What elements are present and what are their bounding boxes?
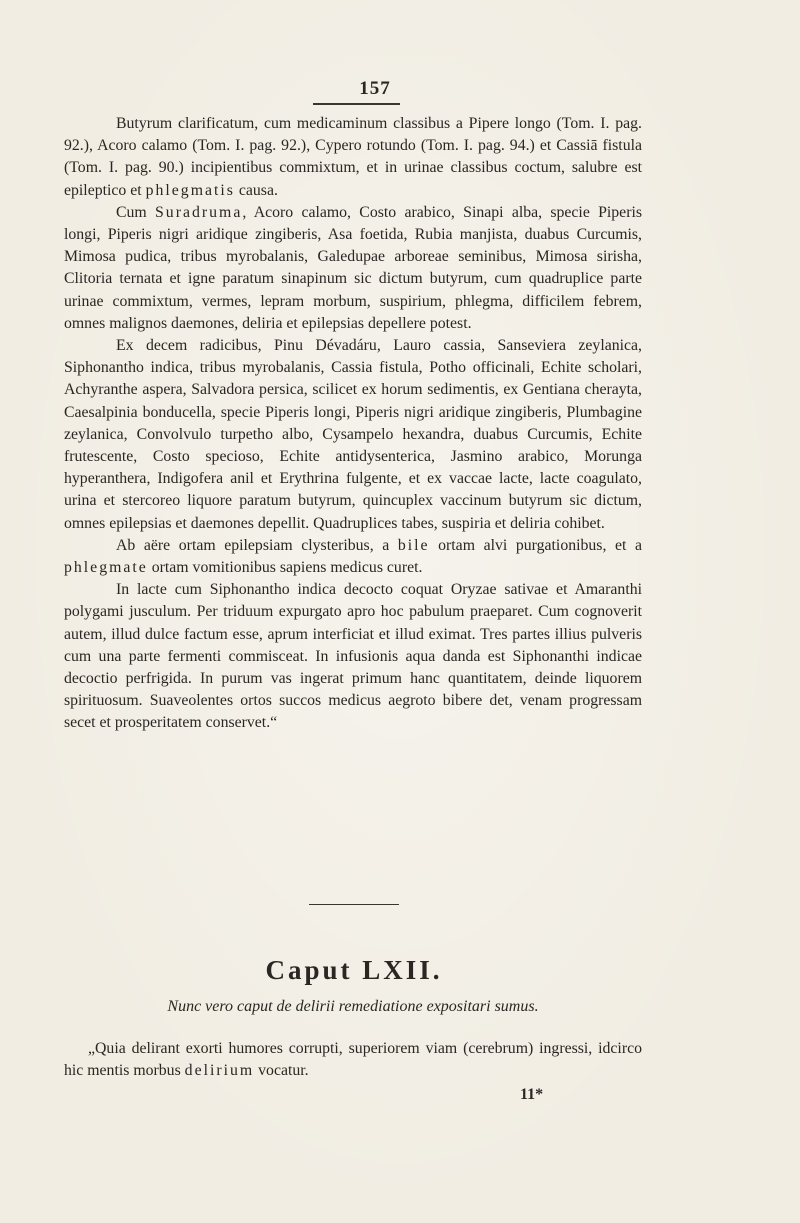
paragraph-1: [64, 113, 642, 202]
paragraph-5: [64, 579, 642, 734]
body-text: [64, 113, 642, 735]
chapter-title: Caput LXII.: [265, 955, 443, 985]
text-run: Cum: [116, 203, 156, 221]
text-run: ortam alvi purgationibus, et a: [429, 536, 642, 554]
text-run: In lacte cum Siphonantho indica decocto coquat Oryzae sativae et Amaranthi polygami jusculum. Per triduum expurgato apro hoc pabulum praeparet. Cum cognoverit autem, illud dulce factum esse, aprum interficiat et illud eximat. Tres partes illius pulveris cum una parte fermenti commisceat. In infusionis aqua danda est Siphonanthi indicae decoctio perfrigida. In purum vas ingerat primum hanc quantitatem, deinde liquorem spirituosum. Suaveolentes ortos succos medicus aegroto bibere det, venam progressam secet et prosperitatem conservet.“: [64, 581, 642, 732]
paragraph-3: [64, 335, 642, 535]
text-run: Ab aëre ortam epilepsiam clysteribus, a: [116, 536, 398, 554]
paragraph-2: [64, 202, 642, 335]
text-run: , Acoro calamo, Costo arabico, Sinapi alba, specie Piperis longi, Piperis nigri aridique zingiberis, Asa foetida, Rubia manjista, duabus Curcumis, Mimosa pudica, tribus myrobalanis, Galedupae arboreae seminibus, Mimosa sirisha, Clitoria ternata et igne paratum sinapinum sic dictum butyrum, cum quadruplice parte urinae commixtum, vermes, lepram morbum, suspirium, phlegma, difficilem febrem, omnes malignos daemones, deliria et epilepsias depellere potest.: [64, 203, 642, 332]
text-run: Ex decem radicibus, Pinu Dévadáru, Lauro cassia, Sanseviera zeylanica, Siphonantho indica, tribus myrobalanis, Cassia fistula, Potho officinali, Echite scholari, Achyranthe aspera, Salvadora persica, scilicet ex horum sedimentis, ex Gentiana cherayta, Caesalpinia bonducella, specie Piperis longi, Piperis nigri aridique zingiberis, Plumbagine zeylanica, Convolvulo turpetho albo, Cysampelo hexandra, duabus Curcumis, Echite frutescente, Costo specioso, Echite antidysenterica, Jasmino arabico, Morunga hyperanthera, Indigofera anil et Erythrina fulgente, et ex vaccae lacte, lacte coagulato, urina et stercoreo liquore paratum butyrum, quincuplex vaccinum butyrum sic dictum, omnes epilepsias et daemones depellit. Quadruplices tabes, suspiria et deliria cohibet.: [64, 337, 642, 532]
header-rule: [313, 103, 400, 105]
text-run: vocatur.: [254, 1062, 309, 1080]
spaced-term: Suradruma: [155, 203, 243, 221]
text-run: „Quia delirant exorti humores corrupti, superiorem viam (cerebrum) ingressi, idcirco hic mentis morbus: [64, 1040, 642, 1080]
paragraph-4: [64, 535, 642, 579]
chapter-text: [64, 1038, 642, 1082]
page-number: 157: [359, 78, 391, 99]
signature-mark: 11*: [520, 1086, 544, 1103]
spaced-term: phlegmate: [64, 559, 148, 577]
spaced-term: delirium: [184, 1062, 255, 1080]
text-run: ortam vomitionibus sapiens medicus curet.: [147, 559, 423, 577]
chapter-subtitle: Nunc vero caput de delirii remediatione expositari sumus.: [167, 998, 539, 1015]
section-divider: [309, 904, 399, 905]
spaced-term: bile: [397, 536, 430, 554]
chapter-paragraph: [64, 1038, 642, 1082]
text-run: Butyrum clarificatum, cum medicaminum classibus a Pipere longo (Tom. I. pag. 92.), Acoro calamo (Tom. I. pag. 92.), Cypero rotundo (Tom. I. pag. 94.) et Cassiā fistula (Tom. I. pag. 90.) incipientibus commixtum, et in urinae classibus coctum, salubre est epileptico et: [64, 115, 642, 199]
text-run: causa.: [234, 181, 278, 199]
spaced-term: phlegmatis: [145, 181, 235, 199]
